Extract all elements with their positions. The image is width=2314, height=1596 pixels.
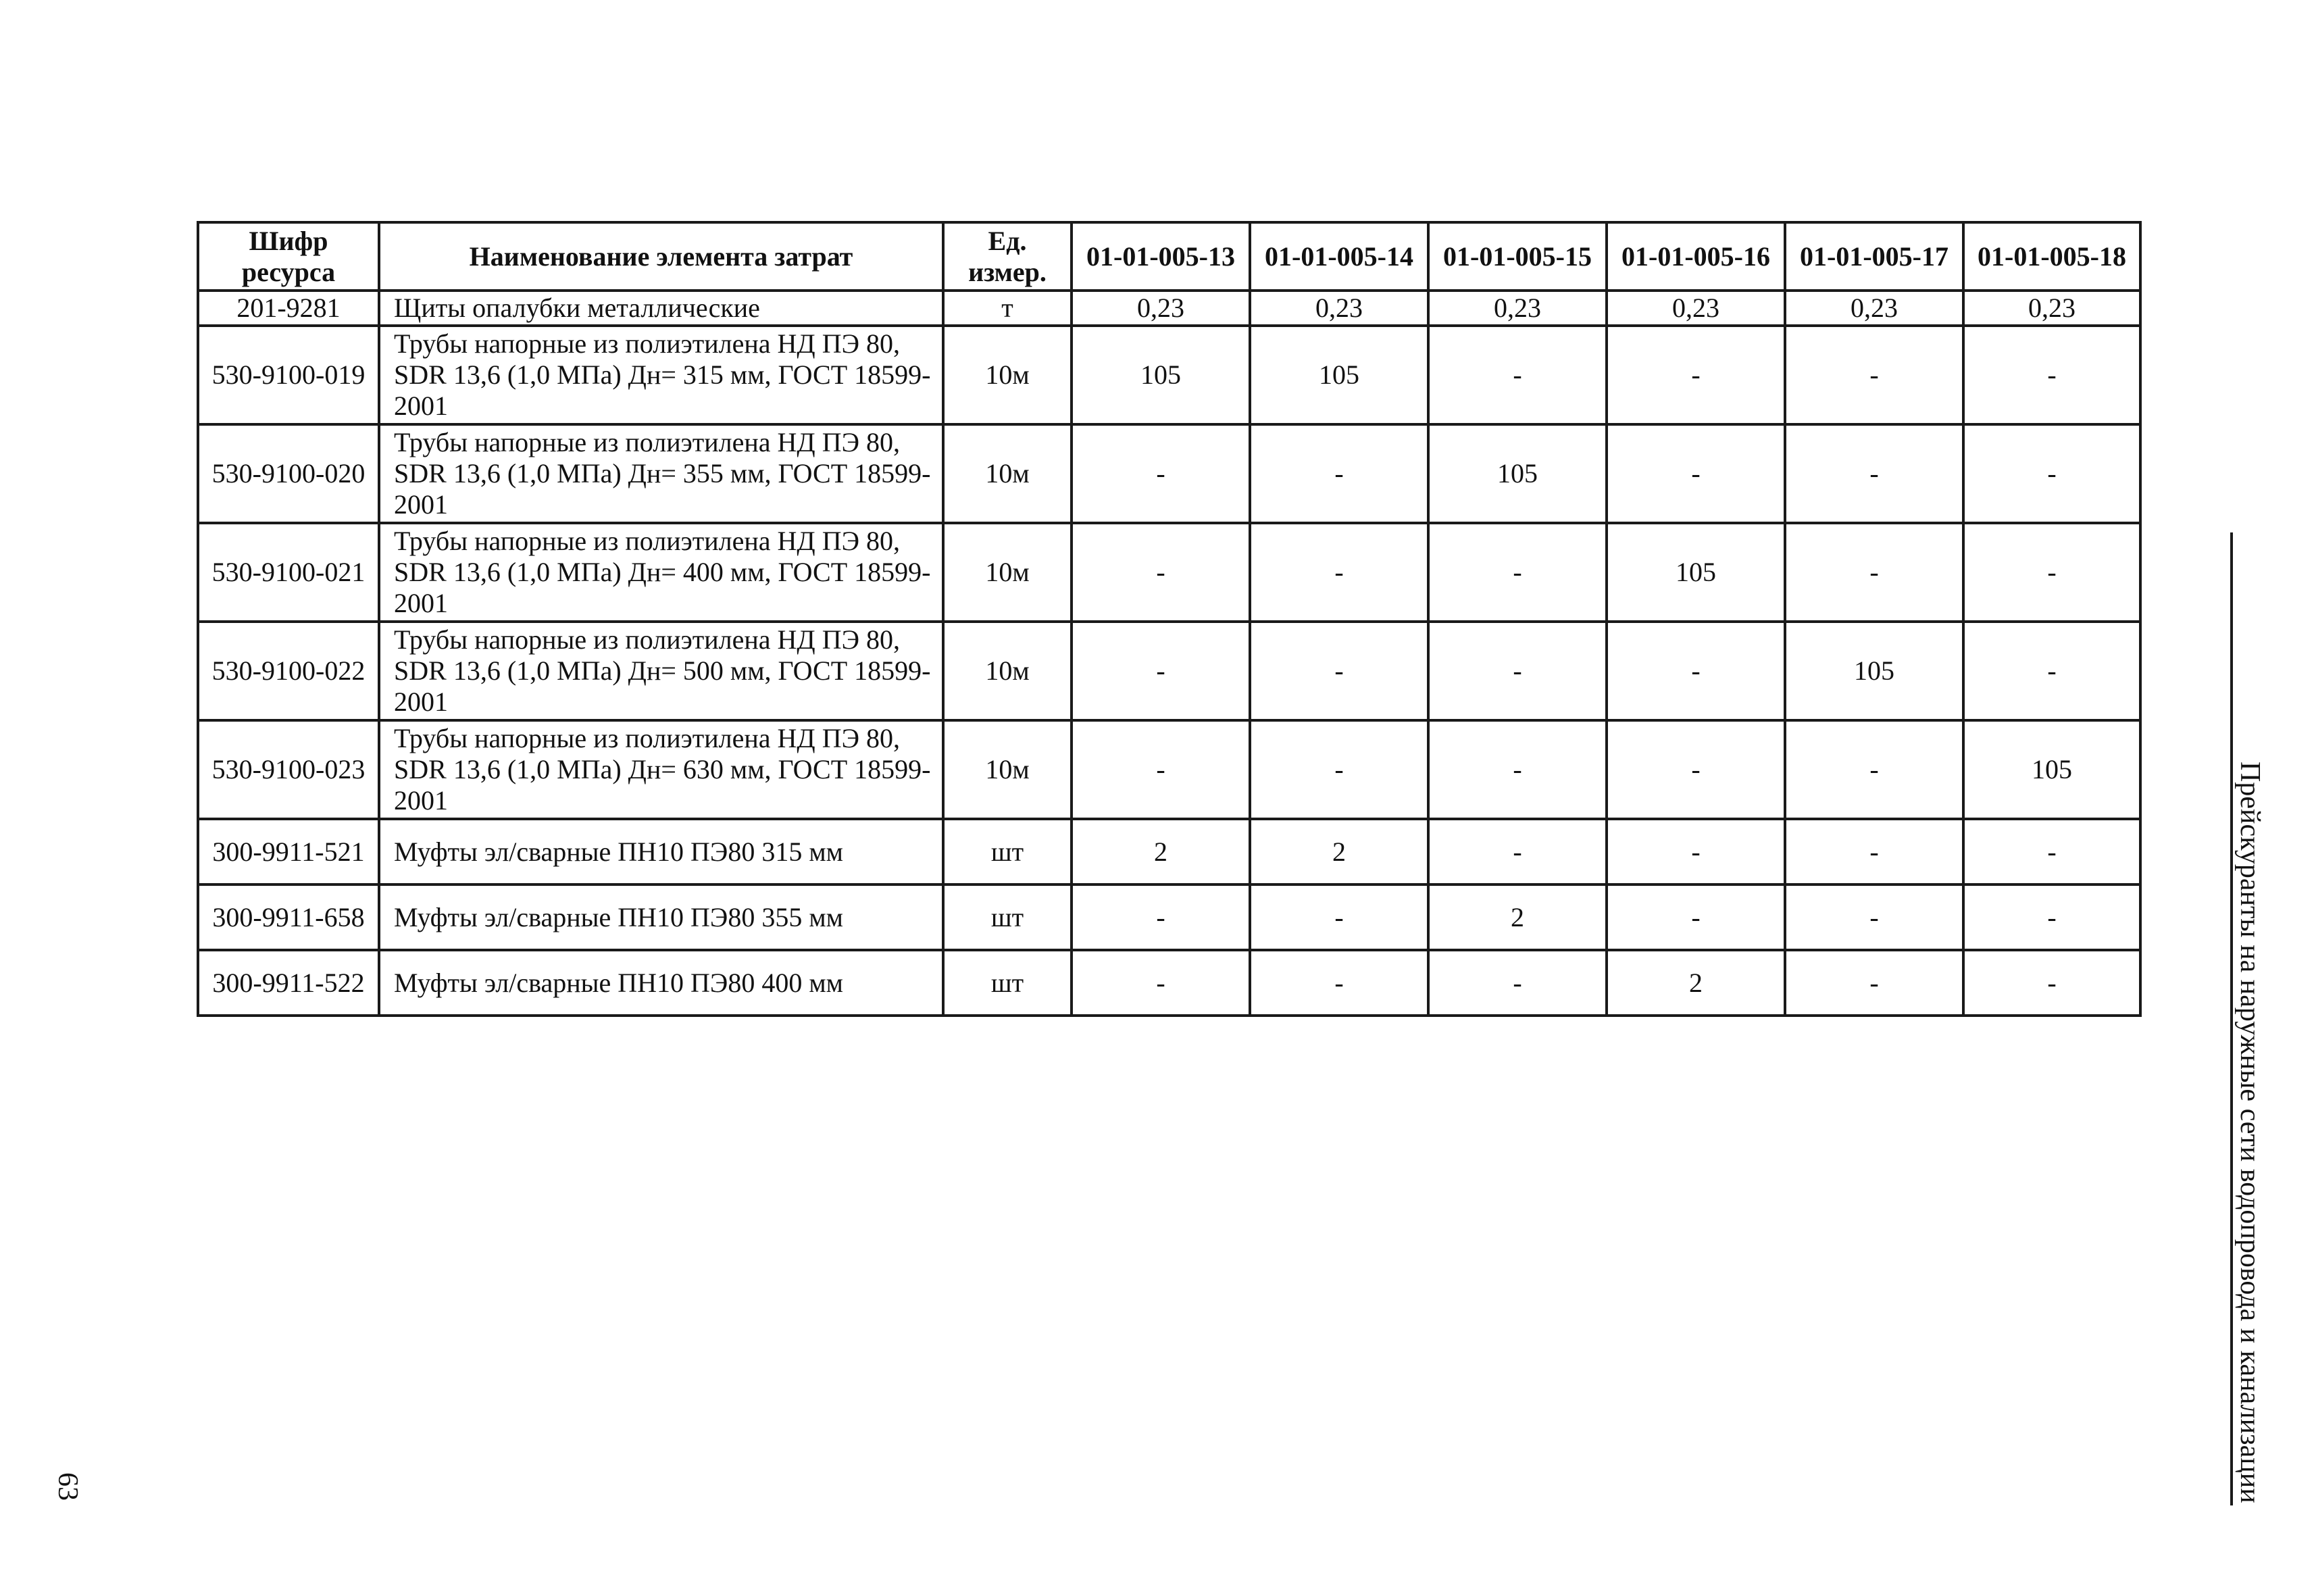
cell-value: - [1250,884,1428,950]
table-row [198,622,2140,720]
cell-unit: шт [943,950,1072,1016]
cell-value: - [1250,622,1428,720]
cell-code: 300-9911-522 [198,950,379,1016]
cell-value: 105 [1607,523,1785,622]
cell-value: - [1250,424,1428,523]
table-row [198,950,2140,1016]
cell-code: 530-9100-021 [198,523,379,622]
cell-value: - [1072,622,1250,720]
cell-value: 105 [1250,326,1428,424]
cell-code: 530-9100-020 [198,424,379,523]
cell-name: Муфты эл/сварные ПН10 ПЭ80 315 мм [379,819,943,884]
cell-code: 300-9911-658 [198,884,379,950]
cell-unit: шт [943,884,1072,950]
cell-name: Трубы напорные из полиэтилена НД ПЭ 80, SDR 13,6 (1,0 МПа) Дн= 355 мм, ГОСТ 18599-2001 [379,424,943,523]
header-col-18: 01-01-005-18 [1963,222,2140,291]
header-col-17: 01-01-005-17 [1785,222,1963,291]
cell-value: - [1607,424,1785,523]
cell-unit: 10м [943,424,1072,523]
header-col-14: 01-01-005-14 [1250,222,1428,291]
cell-value: - [1963,326,2140,424]
cell-value: - [1785,950,1963,1016]
cell-value: 0,23 [1963,291,2140,326]
cell-unit: 10м [943,523,1072,622]
cell-value: - [1607,622,1785,720]
cell-code: 530-9100-019 [198,326,379,424]
cell-value: - [1072,424,1250,523]
header-unit: Ед. измер. [943,222,1072,291]
cell-value: - [1607,819,1785,884]
cell-name: Трубы напорные из полиэтилена НД ПЭ 80, SDR 13,6 (1,0 МПа) Дн= 400 мм, ГОСТ 18599-2001 [379,523,943,622]
cell-value: - [1072,523,1250,622]
cell-value: - [1785,523,1963,622]
cell-value: - [1250,523,1428,622]
cell-value: 0,23 [1428,291,1607,326]
cell-name: Муфты эл/сварные ПН10 ПЭ80 355 мм [379,884,943,950]
table-row [198,326,2140,424]
cell-value: 105 [1963,720,2140,819]
cell-value: - [1250,950,1428,1016]
cell-value: - [1785,819,1963,884]
cell-value: - [1785,720,1963,819]
cell-value: - [1963,424,2140,523]
table-header-row [198,222,2140,291]
cell-name: Муфты эл/сварные ПН10 ПЭ80 400 мм [379,950,943,1016]
cell-name: Трубы напорные из полиэтилена НД ПЭ 80, SDR 13,6 (1,0 МПа) Дн= 630 мм, ГОСТ 18599-2001 [379,720,943,819]
cell-value: 0,23 [1785,291,1963,326]
cell-value: 2 [1607,950,1785,1016]
cell-value: 105 [1072,326,1250,424]
cell-value: - [1428,326,1607,424]
cell-value: - [1963,523,2140,622]
cell-name: Щиты опалубки металлические [379,291,943,326]
cell-value: - [1785,326,1963,424]
cell-value: - [1428,622,1607,720]
table-row [198,720,2140,819]
table-row [198,523,2140,622]
cell-value: - [1785,884,1963,950]
cell-code: 201-9281 [198,291,379,326]
cell-value: 2 [1072,819,1250,884]
cell-value: - [1072,884,1250,950]
cell-value: - [1072,950,1250,1016]
cell-value: - [1428,819,1607,884]
cell-value: 105 [1428,424,1607,523]
table-row [198,424,2140,523]
header-code: Шифр ресурса [198,222,379,291]
cell-value: - [1963,819,2140,884]
header-col-16: 01-01-005-16 [1607,222,1785,291]
header-col-15: 01-01-005-15 [1428,222,1607,291]
cell-name: Трубы напорные из полиэтилена НД ПЭ 80, SDR 13,6 (1,0 МПа) Дн= 315 мм, ГОСТ 18599-2001 [379,326,943,424]
cell-value: - [1963,884,2140,950]
cell-value: - [1428,523,1607,622]
page-number: 63 [52,1472,83,1501]
cell-name: Трубы напорные из полиэтилена НД ПЭ 80, SDR 13,6 (1,0 МПа) Дн= 500 мм, ГОСТ 18599-2001 [379,622,943,720]
cell-value: - [1607,884,1785,950]
cell-value: - [1963,950,2140,1016]
cell-value: 0,23 [1607,291,1785,326]
cell-value: - [1428,950,1607,1016]
side-running-title: Прейскуранты на наружные сети водопровода и канализации [2234,762,2265,1503]
cell-unit: 10м [943,622,1072,720]
table-row [198,884,2140,950]
cell-unit: шт [943,819,1072,884]
cell-value: 0,23 [1250,291,1428,326]
cell-value: - [1607,720,1785,819]
cell-value: 2 [1250,819,1428,884]
cell-value: - [1072,720,1250,819]
cell-value: - [1607,326,1785,424]
header-name: Наименование элемента затрат [379,222,943,291]
cell-code: 530-9100-023 [198,720,379,819]
cell-code: 300-9911-521 [198,819,379,884]
cell-value: - [1428,720,1607,819]
cell-code: 530-9100-022 [198,622,379,720]
cell-value: - [1785,424,1963,523]
table-row [198,291,2140,326]
cell-unit: 10м [943,326,1072,424]
cell-value: 2 [1428,884,1607,950]
cell-value: 0,23 [1072,291,1250,326]
header-col-13: 01-01-005-13 [1072,222,1250,291]
cell-value: - [1963,622,2140,720]
resource-table [197,221,2142,1017]
cell-unit: т [943,291,1072,326]
cell-value: - [1250,720,1428,819]
cell-unit: 10м [943,720,1072,819]
cell-value: 105 [1785,622,1963,720]
table-row [198,819,2140,884]
